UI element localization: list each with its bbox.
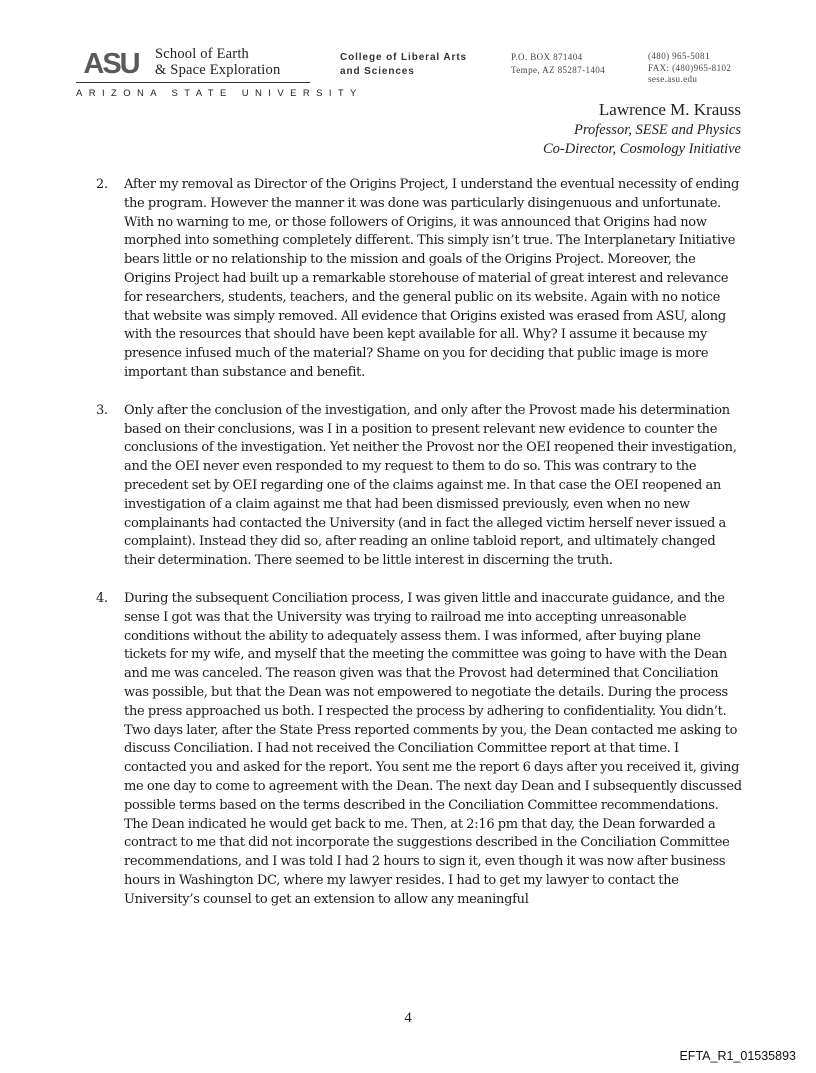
list-item: [96, 590, 744, 910]
item-text: After my removal as Director of the Origins Project, I understand the eventual necessity of ending the program. However the manner it was done was particularly disingenuous and unfortunate. With no warning to me, or those followers of Origins, it was announced that Origins had now morphed into something completely different. This simply isn’t true. The Interplanetary Initiative bears little or no relationship to the mission and goals of the Origins Project. Moreover, the Origins Project had built up a remarkable storehouse of material of great interest and relevance for researchers, students, teachers, and the general public on its website. Again with no notice that website was simply removed. All evidence that Origins existed was erased from ASU, along with the resources that should have been kept available for all. Why? I assume it because my presence infused much of the material? Shame on you for deciding that public image is more important than substance and benefit.: [124, 177, 740, 380]
numbered-points: [96, 176, 744, 928]
university-name: ARIZONA STATE UNIVERSITY: [76, 88, 363, 99]
po-box: P.O. BOX 871404: [511, 52, 583, 62]
item-number: 4.: [96, 590, 108, 606]
website: sese.asu.edu: [648, 74, 698, 84]
signature-block: [543, 99, 741, 159]
mailing-address: [511, 51, 605, 77]
school-name: [155, 46, 280, 78]
fax-number: FAX: (480)965-8102: [648, 62, 732, 73]
author-title-2: Co-Director, Cosmology Initiative: [542, 141, 741, 157]
item-text: Only after the conclusion of the investigation, and only after the Provost made his determination based on their conclusions, was I in a position to present relevant new evidence to counter the conclusions of the investigation. Yet neither the Provost nor the OEI reopened their investigation, and the OEI never even responded to my request to them to do so. This was contrary to the precedent set by OEI regarding one of the claims against me. In that case the OEI reopened an investigation of a claim against me that had been dismissed previously, even when no new complainants had contacted the University (and in fact the alleged victim herself never issued a complaint). Instead they did so, after reading an online tabloid report, and ultimately changed their determination. There seemed to be little interest in discerning the truth.: [124, 402, 737, 569]
college-name-line1: College of Liberal Arts: [340, 52, 468, 63]
item-number: 3.: [96, 402, 108, 418]
school-name-line2: & Space Exploration: [155, 62, 281, 78]
asu-logo: [76, 48, 146, 78]
asu-logo-text: ASU: [83, 48, 139, 78]
phone-number: (480) 965-5081: [648, 51, 710, 61]
author-title-1: Professor, SESE and Physics: [573, 122, 741, 138]
school-name-line1: School of Earth: [155, 46, 250, 62]
author-name: Lawrence M. Krauss: [598, 100, 741, 119]
item-number: 2.: [96, 177, 108, 192]
bates-number: EFTA_R1_01535893: [679, 1049, 796, 1063]
list-item: [96, 176, 744, 383]
page-number: 4: [404, 1010, 412, 1026]
item-text: During the subsequent Conciliation process, I was given little and inaccurate guidance, and the sense I got was that the University was trying to railroad me into accepting unreasonable conditions without the ability to adequately assess them. I was informed, after buying plane tickets for my wife, and myself that the meeting the committee was going to have with the Dean and me was canceled. The reason given was that the Provost had determined that Conciliation was possible, but that the Dean was not empowered to negotiate the details. During the process the press approached us both. I respected the process by adhering to confidentiality. You didn’t. Two days later, after the State Press reported comments by you, the Dean contacted me asking to discuss Conciliation. I had not received the Conciliation Committee report at that time. I contacted you and asked for the report. You sent me the report 6 days after you received it, giving me one day to come to agreement with the Dean. The next day Dean and I subsequently discussed possible terms based on the terms described in the Conciliation Committee recommendations. The Dean indicated he would get back to me. Then, at 2:16 pm that day, the Dean forwarded a contract to me that did not incorporate the suggestions described in the Conciliation Committee recommendations, and I was told I had 2 hours to sign it, even though it was now after business hours in Washington DC, where my lawyer resides. I had to get my lawyer to contact the University’s counsel to get an extension to allow any meaningful: [124, 590, 742, 907]
college-name: [340, 51, 467, 79]
college-name-line2: and Sciences: [340, 66, 415, 77]
list-item: [96, 402, 744, 571]
city-line: Tempe, AZ 85287-1404: [511, 65, 606, 75]
contact-info: [648, 51, 731, 86]
letterhead-divider: [76, 82, 310, 83]
